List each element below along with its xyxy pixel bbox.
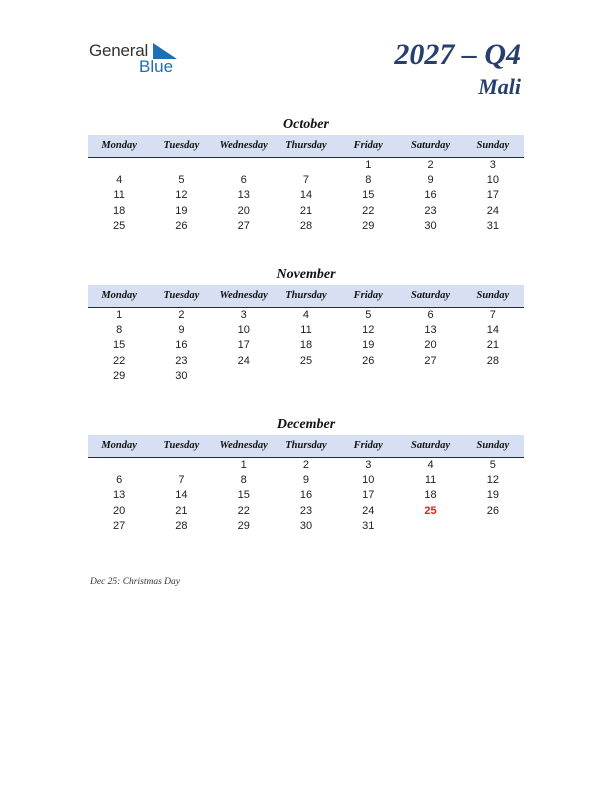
day-cell: 22 [362, 204, 375, 217]
month-december [88, 415, 524, 534]
day-cell: 22 [113, 354, 126, 367]
day-cell: 19 [175, 204, 188, 217]
week-row [88, 323, 524, 338]
day-cell: 20 [113, 504, 126, 517]
day-cell: 8 [365, 174, 372, 187]
weekday-friday: Friday [353, 290, 383, 301]
day-cell: 15 [113, 339, 126, 352]
day-cell: 17 [362, 489, 375, 502]
day-cell: 17 [486, 189, 499, 202]
day-cell: 19 [486, 489, 499, 502]
day-cell: 2 [178, 309, 185, 321]
day-cell: 28 [299, 219, 313, 232]
day-cell: 11 [300, 324, 312, 337]
weekday-saturday: Saturday [411, 290, 451, 301]
empty-cell [399, 369, 461, 384]
day-cell: 22 [237, 504, 250, 517]
day-cell: 26 [486, 504, 499, 517]
day-cell: 10 [237, 324, 250, 337]
day-cell: 23 [175, 354, 188, 367]
week-row [88, 338, 524, 353]
day-cell: 7 [302, 174, 310, 187]
day-cell: 8 [116, 324, 123, 337]
day-cell: 5 [489, 459, 496, 471]
day-cell: 9 [427, 174, 434, 187]
weekday-wednesday: Wednesday [219, 290, 268, 301]
day-cell: 13 [237, 189, 250, 202]
empty-cell [275, 158, 337, 173]
generalblue-logo [89, 41, 189, 77]
weekday-tuesday: Tuesday [163, 140, 200, 151]
day-cell: 10 [362, 474, 375, 487]
weekday-wednesday: Wednesday [219, 440, 268, 451]
holiday-day-cell: 25 [424, 504, 437, 517]
empty-cell [462, 519, 524, 534]
week-row [88, 458, 524, 473]
weekday-thursday: Thursday [285, 440, 327, 451]
day-cell: 12 [486, 474, 499, 487]
day-cell: 12 [362, 324, 375, 337]
month-grid [88, 308, 524, 384]
day-cell: 29 [113, 369, 126, 382]
day-cell: 29 [237, 519, 250, 532]
empty-cell [150, 158, 212, 173]
day-cell: 24 [362, 504, 375, 517]
day-cell: 8 [240, 474, 247, 487]
day-cell: 23 [424, 204, 437, 217]
day-cell: 27 [237, 219, 250, 232]
week-row [88, 473, 524, 488]
weekday-sunday: Sunday [476, 290, 510, 301]
day-cell: 28 [486, 354, 499, 367]
day-cell: 24 [486, 204, 499, 217]
day-cell: 2 [302, 459, 310, 471]
day-cell: 12 [175, 189, 188, 202]
day-cell: 26 [175, 219, 188, 232]
empty-cell [462, 369, 524, 384]
day-cell: 2 [427, 159, 434, 171]
week-row [88, 504, 524, 519]
day-cell: 21 [299, 204, 313, 217]
weekday-wednesday: Wednesday [219, 140, 268, 151]
weekday-friday: Friday [353, 140, 383, 151]
day-cell: 30 [175, 369, 188, 382]
day-cell: 4 [427, 459, 434, 471]
day-cell: 14 [299, 189, 313, 202]
week-row [88, 158, 524, 173]
day-cell: 1 [365, 159, 372, 171]
day-cell: 4 [116, 174, 123, 187]
day-cell: 25 [113, 219, 126, 232]
day-cell: 31 [486, 219, 499, 232]
month-grid [88, 458, 524, 534]
day-cell: 17 [237, 339, 250, 352]
weekday-monday: Monday [101, 140, 137, 151]
month-october [88, 115, 524, 234]
day-cell: 1 [240, 459, 247, 471]
day-cell: 6 [240, 174, 247, 187]
weekday-monday: Monday [101, 440, 137, 451]
day-cell: 15 [237, 489, 250, 502]
weekday-tuesday: Tuesday [163, 290, 200, 301]
weekday-thursday: Thursday [285, 140, 327, 151]
day-cell: 11 [424, 474, 437, 487]
empty-cell [275, 369, 337, 384]
month-title: November [276, 267, 336, 282]
day-cell: 7 [489, 309, 496, 321]
day-cell: 3 [489, 159, 496, 171]
day-cell: 11 [113, 189, 125, 202]
day-cell: 7 [178, 474, 185, 487]
weekday-monday: Monday [101, 290, 137, 301]
weekday-friday: Friday [353, 440, 383, 451]
day-cell: 31 [362, 519, 375, 532]
day-cell: 24 [237, 354, 250, 367]
empty-cell [337, 369, 399, 384]
day-cell: 5 [365, 309, 372, 321]
day-cell: 4 [302, 309, 310, 321]
day-cell: 27 [113, 519, 126, 532]
day-cell: 1 [116, 309, 123, 321]
logo-word-general: General [89, 41, 149, 60]
day-cell: 15 [362, 189, 375, 202]
weekday-header [88, 435, 524, 458]
day-cell: 9 [302, 474, 310, 487]
day-cell: 5 [178, 174, 185, 187]
day-cell: 23 [299, 504, 313, 517]
day-cell: 18 [113, 204, 126, 217]
month-november [88, 265, 524, 384]
day-cell: 19 [362, 339, 375, 352]
empty-cell [88, 158, 150, 173]
logo-word-blue: Blue [139, 57, 174, 76]
day-cell: 6 [427, 309, 434, 321]
month-title: December [276, 417, 336, 432]
week-row [88, 369, 524, 384]
day-cell: 25 [299, 354, 313, 367]
day-cell: 30 [424, 219, 437, 232]
weekday-sunday: Sunday [476, 440, 510, 451]
day-cell: 18 [299, 339, 313, 352]
weekday-thursday: Thursday [285, 290, 327, 301]
week-row [88, 188, 524, 203]
day-cell: 3 [240, 309, 247, 321]
empty-cell [150, 458, 212, 473]
week-row [88, 519, 524, 534]
day-cell: 16 [424, 189, 437, 202]
week-row [88, 173, 524, 188]
empty-cell [213, 369, 275, 384]
holiday-note: Dec 25: Christmas Day [90, 577, 180, 587]
day-cell: 30 [299, 519, 313, 532]
day-cell: 29 [362, 219, 375, 232]
day-cell: 16 [299, 489, 313, 502]
day-cell: 13 [424, 324, 437, 337]
day-cell: 9 [178, 324, 185, 337]
day-cell: 14 [175, 489, 188, 502]
day-cell: 14 [486, 324, 499, 337]
week-row [88, 219, 524, 234]
country-name: Mali [478, 74, 521, 99]
weekday-saturday: Saturday [411, 140, 451, 151]
day-cell: 21 [486, 339, 499, 352]
day-cell: 28 [175, 519, 188, 532]
day-cell: 13 [113, 489, 126, 502]
week-row [88, 488, 524, 503]
month-title: October [283, 117, 329, 132]
weekday-tuesday: Tuesday [163, 440, 200, 451]
empty-cell [399, 519, 461, 534]
weekday-header [88, 285, 524, 308]
day-cell: 3 [365, 459, 372, 471]
day-cell: 20 [424, 339, 437, 352]
month-grid [88, 158, 524, 234]
day-cell: 16 [175, 339, 188, 352]
day-cell: 10 [486, 174, 499, 187]
day-cell: 6 [116, 474, 123, 487]
week-row [88, 204, 524, 219]
week-row [88, 308, 524, 323]
week-row [88, 354, 524, 369]
day-cell: 20 [237, 204, 250, 217]
day-cell: 18 [424, 489, 437, 502]
day-cell: 21 [175, 504, 188, 517]
day-cell: 27 [424, 354, 437, 367]
weekday-saturday: Saturday [411, 440, 451, 451]
empty-cell [213, 158, 275, 173]
weekday-header [88, 135, 524, 158]
weekday-sunday: Sunday [476, 140, 510, 151]
empty-cell [88, 458, 150, 473]
page-title: 2027 – Q4 [394, 38, 521, 71]
day-cell: 26 [362, 354, 375, 367]
